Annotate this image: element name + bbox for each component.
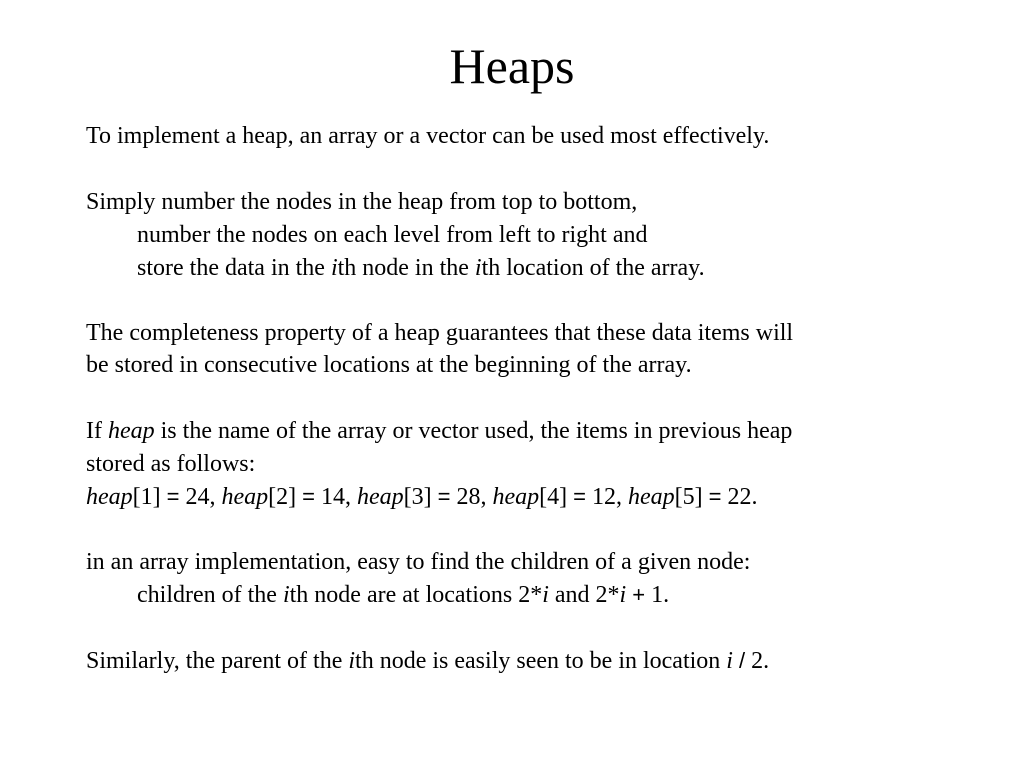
text-run: th node are at locations 2*	[289, 582, 543, 608]
equals-sign: =	[302, 484, 315, 509]
text-run: and 2*	[548, 582, 620, 608]
italic-variable-i: i	[542, 582, 549, 608]
text-run: [4]	[539, 484, 574, 510]
paragraph-parent	[86, 645, 769, 677]
text-run: 24,	[179, 484, 222, 510]
italic-heap: heap	[492, 484, 540, 510]
text-run: If	[86, 418, 108, 444]
text-run: Simply number the nodes in the heap from top to bottom,	[86, 189, 638, 215]
text-run: Similarly, the parent of the	[86, 648, 349, 674]
text-run: The completeness property of a heap guarantees that these data items will	[86, 320, 794, 346]
italic-variable-i: i	[619, 582, 627, 608]
italic-variable-i: i	[330, 255, 338, 281]
equals-sign: =	[166, 484, 180, 509]
text-run: [1]	[132, 484, 167, 510]
text-run: 1.	[645, 582, 670, 608]
equals-sign: =	[437, 484, 451, 509]
paragraph-completeness-line-2	[86, 349, 692, 381]
text-run: 12,	[586, 484, 628, 510]
text-run: [2]	[268, 484, 303, 510]
heap-array-values	[86, 481, 758, 513]
plus-sign: +	[632, 582, 646, 607]
italic-heap: heap	[628, 484, 675, 510]
paragraph-numbering-line-2	[137, 219, 648, 251]
text-run: store the data in the	[137, 255, 331, 281]
italic-heap: heap	[221, 484, 269, 510]
text-run: is the name of the array or vector used, the items in previous heap	[154, 418, 793, 444]
text-run: number the nodes on each level from left to right and	[137, 222, 648, 248]
text-run: 28,	[450, 484, 493, 510]
paragraph-array-line-2	[86, 448, 255, 480]
text-run: 2.	[745, 648, 770, 674]
italic-heap: heap	[357, 484, 404, 510]
slide-title: Heaps	[449, 38, 575, 94]
text-run: To implement a heap, an array or a vector can be used most effectively.	[86, 123, 770, 149]
paragraph-children-line-2	[137, 579, 669, 611]
text-run: 14,	[315, 484, 357, 510]
italic-heap: heap	[86, 484, 133, 510]
equals-sign: =	[573, 484, 586, 509]
paragraph-completeness-line-1	[86, 317, 793, 349]
italic-variable-i: i	[474, 255, 482, 281]
text-run: in an array implementation, easy to find the children of a given node:	[86, 549, 751, 575]
text-run: th node in the	[337, 255, 475, 281]
text-run: 22.	[721, 484, 758, 510]
italic-variable-i: i	[726, 648, 733, 674]
paragraph-numbering-line-1	[86, 186, 637, 218]
paragraph-array-line-1	[86, 415, 792, 447]
equals-sign: =	[708, 484, 722, 509]
text-run: [3]	[403, 484, 438, 510]
italic-heap: heap	[107, 418, 155, 444]
text-run: stored as follows:	[86, 451, 256, 477]
text-run: [5]	[674, 484, 709, 510]
italic-variable-i: i	[282, 582, 290, 608]
text-run: th node is easily seen to be in location	[355, 648, 727, 674]
paragraph-implementation	[86, 120, 769, 152]
paragraph-children-line-1	[86, 546, 750, 578]
text-run: children of the	[137, 582, 283, 608]
text-run: be stored in consecutive locations at the beginning of the array.	[86, 352, 692, 378]
paragraph-numbering-line-3	[137, 252, 705, 284]
italic-variable-i: i	[348, 648, 356, 674]
text-run: th location of the array.	[481, 255, 705, 281]
slash-sign: /	[738, 648, 746, 673]
